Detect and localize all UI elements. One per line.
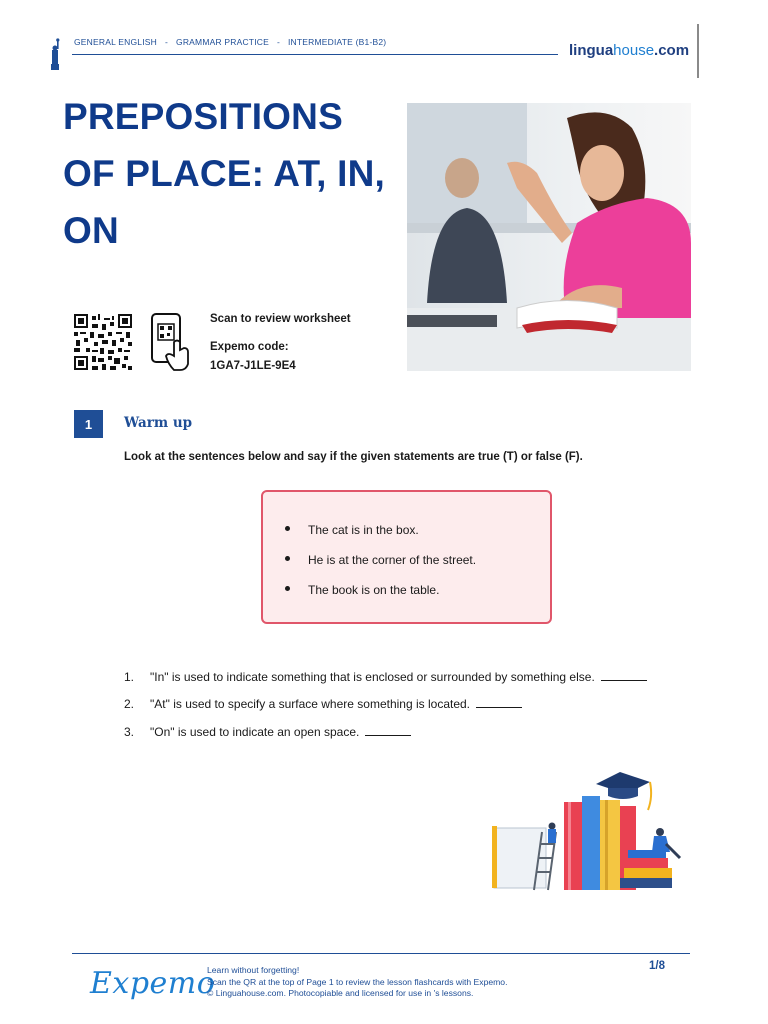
question-item: 2. "At" is used to specify a surface where something is located. bbox=[124, 697, 522, 711]
page-number: 1/8 bbox=[649, 960, 665, 972]
breadcrumb-item[interactable]: GRAMMAR PRACTICE bbox=[176, 37, 269, 47]
answer-blank[interactable] bbox=[601, 679, 647, 681]
header-divider bbox=[72, 54, 558, 55]
bullet-icon bbox=[285, 526, 290, 531]
books-illustration bbox=[490, 762, 692, 894]
answer-blank[interactable] bbox=[476, 706, 522, 708]
example-sentence: The cat is in the box. bbox=[285, 523, 419, 537]
phone-qr-icon bbox=[150, 312, 192, 372]
exercise-instruction: Look at the sentences below and say if the given statements are true (T) or false (F). bbox=[124, 451, 583, 463]
breadcrumb: GENERAL ENGLISH - GRAMMAR PRACTICE - INTERMEDIATE (B1-B2) bbox=[74, 37, 387, 47]
breadcrumb-item[interactable]: GENERAL ENGLISH bbox=[74, 37, 157, 47]
question-item: 3. "On" is used to indicate an open space. bbox=[124, 725, 411, 739]
answer-blank[interactable] bbox=[365, 734, 411, 736]
footer-text bbox=[207, 965, 507, 1000]
breadcrumb-item[interactable]: INTERMEDIATE (B1-B2) bbox=[288, 37, 387, 47]
section-number-badge: 1 bbox=[74, 410, 103, 438]
question-item: 1. "In" is used to indicate something that is enclosed or surrounded by something else. bbox=[124, 670, 647, 684]
expemo-logo[interactable]: Expemo bbox=[90, 966, 216, 1001]
expemo-code-label: Expemo code: bbox=[210, 341, 289, 353]
footer-scan-note: Scan the QR at the top of Page 1 to review the lesson flashcards with Expemo. bbox=[207, 976, 508, 987]
statue-of-liberty-icon bbox=[48, 38, 62, 70]
footer-divider bbox=[72, 953, 690, 954]
example-sentences-box bbox=[261, 490, 552, 624]
qr-code-icon[interactable] bbox=[74, 314, 132, 370]
expemo-code-value: 1GA7-J1LE-9E4 bbox=[210, 360, 296, 372]
footer-copyright: © Linguahouse.com. Photocopiable and licensed for use in 's lessons. bbox=[207, 988, 474, 998]
scan-instruction: Scan to review worksheet bbox=[210, 313, 351, 325]
section-title: Warm up bbox=[124, 415, 193, 431]
page-title: PREPOSITIONS OF PLACE: AT, IN, ON bbox=[63, 96, 386, 251]
header-vertical-rule bbox=[697, 24, 699, 78]
bullet-icon bbox=[285, 586, 290, 591]
footer-tagline: Learn without forgetting! bbox=[207, 965, 300, 975]
student-reading-photo bbox=[407, 103, 691, 371]
example-sentence: He is at the corner of the street. bbox=[285, 553, 476, 567]
brand-logo[interactable]: linguahouse.com bbox=[569, 42, 690, 59]
example-sentence: The book is on the table. bbox=[285, 583, 439, 597]
bullet-icon bbox=[285, 556, 290, 561]
